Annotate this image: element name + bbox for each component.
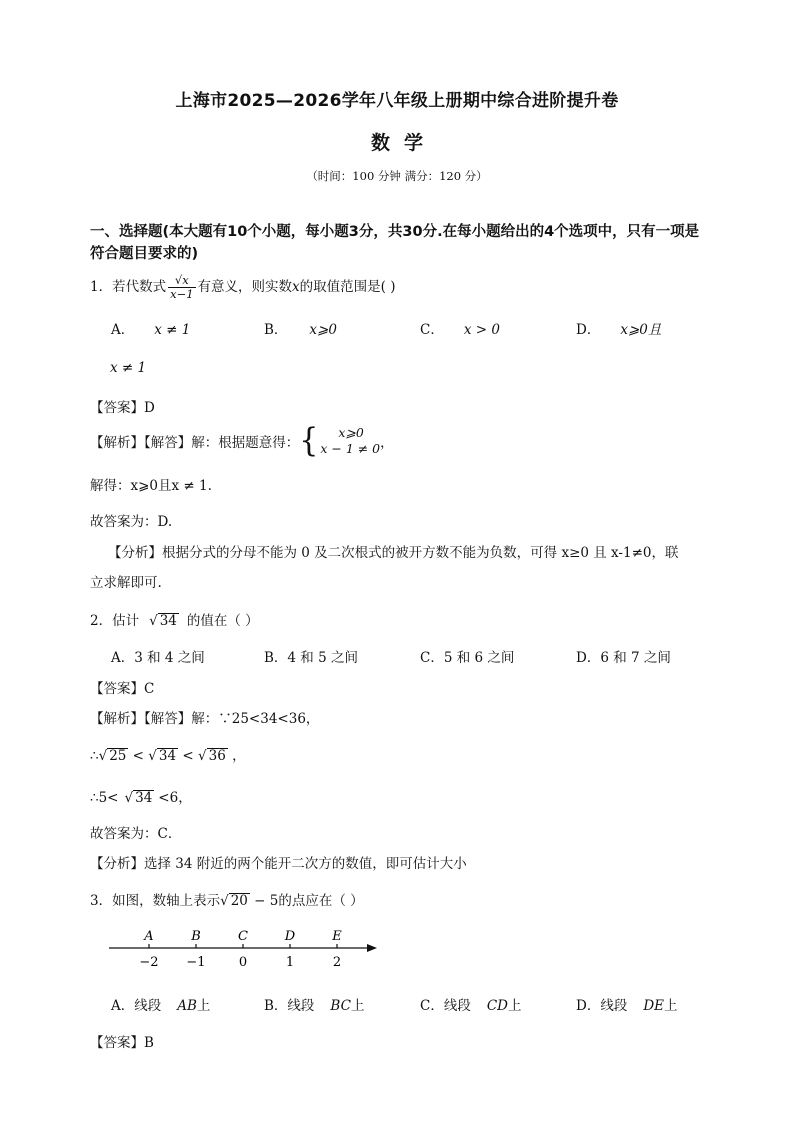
radicand-36: 36 bbox=[208, 748, 226, 764]
analysis-label: 【解析】【解答】解：根据题意得： bbox=[90, 435, 300, 451]
q1-frac-den: x−1 bbox=[170, 287, 194, 301]
q1-option-d bbox=[576, 318, 661, 338]
q1-stem bbox=[90, 274, 396, 301]
option-label: C． bbox=[420, 650, 444, 666]
q1-option-a bbox=[111, 318, 190, 338]
q3-expr-tail: − 5 bbox=[249, 893, 279, 909]
option-label: C． bbox=[420, 322, 444, 338]
exam-time-note: （时间：100 分钟 满分：120 分） bbox=[306, 169, 488, 183]
q1-option-d-continued: x ≠ 1 bbox=[110, 360, 147, 376]
option-tail: 上 bbox=[350, 998, 365, 1014]
option-seg: AB bbox=[177, 998, 197, 1014]
sqrt-sign: √ bbox=[198, 748, 207, 764]
sqrt-sign: √ bbox=[124, 790, 134, 806]
q3-suffix: 的点应在（ ） bbox=[278, 893, 364, 909]
point-label-A: A bbox=[144, 929, 154, 944]
answer-value: D bbox=[144, 400, 155, 416]
radicand-34: 34 bbox=[158, 748, 177, 764]
option-seg: CD bbox=[486, 998, 508, 1014]
tick-label: 0 bbox=[238, 955, 248, 970]
point-label-E: E bbox=[332, 929, 342, 944]
q3-radicand: 20 bbox=[230, 893, 248, 909]
q1-suffix-a: 有意义，则实数 bbox=[197, 279, 293, 295]
option-seg: BC bbox=[330, 998, 351, 1014]
option-text: x ≠ 1 bbox=[154, 322, 191, 338]
q3-prefix: 3．如图，数轴上表示 bbox=[90, 893, 221, 909]
section-heading: 一、选择题(本大题有10个小题，每小题3分，共30分.在每小题给出的4个选项中，只有一项是符合题目要求的) bbox=[90, 224, 700, 262]
q2-conclusion: 故答案为：C． bbox=[90, 826, 182, 842]
option-text: 4 和 5 之间 bbox=[287, 650, 358, 666]
option-label: D． bbox=[576, 322, 601, 338]
step-tail: ， bbox=[227, 748, 246, 764]
option-label: B．线段 bbox=[264, 998, 315, 1014]
exam-subject: 数学 bbox=[370, 132, 437, 154]
sqrt-sign: √ bbox=[220, 893, 229, 909]
option-tail: 上 bbox=[664, 998, 678, 1014]
option-text: x > 0 bbox=[463, 322, 500, 338]
q2-option-b bbox=[264, 646, 358, 666]
q3-answer bbox=[90, 1031, 154, 1051]
tick-label: −1 bbox=[186, 955, 206, 970]
step3-tail: <6， bbox=[158, 790, 192, 806]
q1-answer bbox=[90, 396, 155, 416]
option-text: 5 和 6 之间 bbox=[443, 650, 515, 666]
q2-stem bbox=[90, 609, 259, 629]
q2-step-3 bbox=[90, 786, 192, 806]
option-text: x⩾0且 bbox=[620, 322, 662, 338]
q1-fraction bbox=[168, 274, 195, 301]
q3-option-b bbox=[264, 994, 364, 1014]
option-label: A．线段 bbox=[111, 998, 162, 1014]
tick-label: 2 bbox=[332, 955, 342, 970]
q2-option-c bbox=[420, 646, 514, 666]
option-label: A． bbox=[111, 322, 135, 338]
option-text: x⩾0 bbox=[309, 322, 337, 338]
system-line-2: x − 1 ≠ 0 bbox=[320, 441, 381, 456]
answer-label: 【答案】 bbox=[90, 1035, 144, 1051]
option-seg: DE bbox=[643, 998, 665, 1014]
radicand-34: 34 bbox=[135, 790, 153, 806]
q1-suffix-b: 的取值范围是( ) bbox=[299, 279, 396, 295]
q1-solve-line: 解得：x⩾0且x ≠ 1. bbox=[90, 478, 212, 494]
option-label: D． bbox=[576, 650, 601, 666]
tick-label: −2 bbox=[139, 955, 159, 970]
q2-fenxi: 【分析】选择 34 附近的两个能开二次方的数值，即可估计大小 bbox=[90, 856, 467, 872]
q2-prefix: 2．估计 bbox=[90, 613, 140, 629]
point-label-B: B bbox=[191, 929, 201, 944]
system-brace: { bbox=[299, 421, 319, 460]
q2-option-d bbox=[576, 646, 671, 666]
less-than: < bbox=[178, 748, 198, 764]
q2-step-2 bbox=[90, 744, 246, 764]
answer-label: 【答案】 bbox=[90, 400, 144, 416]
tick-label: 1 bbox=[285, 955, 295, 970]
q1-frac-num: √x bbox=[168, 274, 195, 288]
q1-analysis bbox=[90, 421, 394, 460]
q2-radicand: 34 bbox=[159, 613, 177, 629]
exam-title: 上海市2025—2026学年八年级上册期中综合进阶提升卷 bbox=[175, 91, 619, 111]
option-label: D．线段 bbox=[576, 998, 628, 1014]
sqrt-sign: √ bbox=[148, 748, 157, 764]
option-label: B． bbox=[264, 322, 288, 338]
option-label: C．线段 bbox=[420, 998, 471, 1014]
equation-system bbox=[320, 425, 380, 457]
option-tail: 上 bbox=[508, 998, 522, 1014]
answer-value: C bbox=[144, 681, 155, 697]
q3-stem bbox=[90, 889, 364, 909]
q1-option-c bbox=[420, 318, 500, 338]
q2-suffix: 的值在（ ） bbox=[186, 613, 259, 629]
axis-arrow-icon bbox=[367, 944, 377, 952]
answer-value: B bbox=[144, 1035, 154, 1051]
q1-fenxi-line-1: 【分析】根据分式的分母不能为 0 及二次根式的被开方数不能为负数，可得 x≥0 且 x-1≠0，联 bbox=[108, 545, 679, 561]
option-tail: 上 bbox=[196, 998, 211, 1014]
option-label: A． bbox=[111, 650, 135, 666]
q1-var: x bbox=[292, 279, 300, 295]
option-text: 3 和 4 之间 bbox=[134, 650, 205, 666]
system-line-1: x⩾0 bbox=[338, 425, 364, 440]
q2-sqrt-sign: √ bbox=[149, 613, 158, 629]
q2-option-a bbox=[111, 646, 205, 666]
answer-label: 【答案】 bbox=[90, 681, 144, 697]
step3-prefix: ∴5< bbox=[90, 790, 119, 806]
q3-option-a bbox=[111, 994, 210, 1014]
sqrt-sign: √ bbox=[98, 748, 108, 764]
option-text: 6 和 7 之间 bbox=[600, 650, 671, 666]
point-label-C: C bbox=[238, 929, 248, 944]
radicand-25: 25 bbox=[109, 748, 127, 764]
q1-prefix: 1．若代数式 bbox=[90, 279, 167, 295]
q1-fenxi-line-2: 立求解即可. bbox=[90, 575, 162, 591]
q1-conclusion: 故答案为：D. bbox=[90, 514, 173, 530]
system-tail: ， bbox=[380, 435, 394, 451]
q3-option-d bbox=[576, 994, 678, 1014]
q2-answer bbox=[90, 677, 154, 697]
q2-analysis: 【解析】【解答】解：∵25<34<36， bbox=[90, 711, 320, 727]
less-than: < bbox=[128, 748, 149, 764]
option-label: B． bbox=[264, 650, 288, 666]
q3-option-c bbox=[420, 994, 522, 1014]
q1-option-b bbox=[264, 318, 337, 338]
number-line-figure bbox=[105, 925, 385, 973]
point-label-D: D bbox=[284, 929, 296, 944]
therefore-sign: ∴ bbox=[90, 748, 99, 764]
